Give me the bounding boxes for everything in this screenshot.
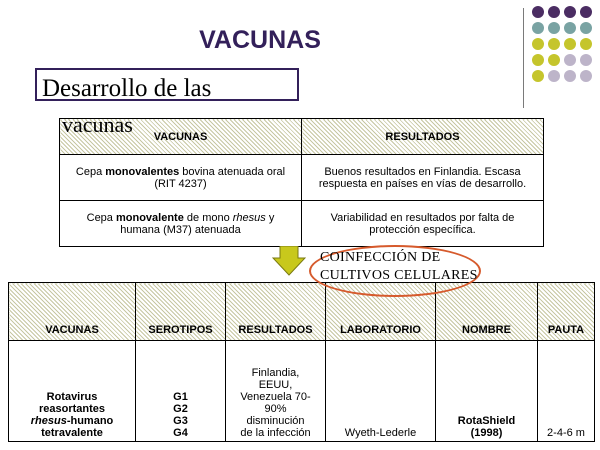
t1-cell-resultado: Variabilidad en resultados por falta de protección específica.: [302, 201, 544, 247]
t2-cell-vacuna: Rotavirus reasortantes rhesus-humano tetravalente: [9, 341, 136, 442]
t2-cell-serotipos: G1 G2 G3 G4: [136, 341, 226, 442]
dot: [548, 38, 560, 50]
dot: [564, 70, 576, 82]
dot: [532, 6, 544, 18]
t2-header-vacunas: VACUNAS: [9, 283, 136, 341]
dot: [548, 22, 560, 34]
t1-cell-resultado: Buenos resultados en Finlandia. Escasa respuesta en países en vías de desarrollo.: [302, 155, 544, 201]
t2-header-serotipos: SEROTIPOS: [136, 283, 226, 341]
dot: [532, 38, 544, 50]
t2-header-pauta: PAUTA: [538, 283, 595, 341]
t1-cell-vacuna: Cepa monovalentes bovina atenuada oral (RIT 4237): [60, 155, 302, 201]
t2-header-laboratorio: LABORATORIO: [326, 283, 436, 341]
dot: [564, 6, 576, 18]
dot: [532, 22, 544, 34]
t2-header-nombre: NOMBRE: [436, 283, 538, 341]
t1-header-vacunas: VACUNAS: [60, 119, 302, 155]
decorative-dot-grid: [532, 6, 592, 82]
dot: [564, 22, 576, 34]
table-row: [60, 201, 544, 247]
t2-cell-pauta: 2-4-6 m: [538, 341, 595, 442]
dot: [548, 70, 560, 82]
rotavirus-vaccine-table: [8, 282, 595, 442]
t2-header-resultados: RESULTADOS: [226, 283, 326, 341]
vertical-divider: [523, 8, 524, 108]
t1-cell-vacuna: Cepa monovalente de mono rhesus y humana (M37) atenuada: [60, 201, 302, 247]
dot: [564, 38, 576, 50]
dot: [580, 38, 592, 50]
t2-cell-laboratorio: Wyeth-Lederle: [326, 341, 436, 442]
dot: [532, 54, 544, 66]
page-title: VACUNAS: [199, 26, 321, 54]
dot: [532, 70, 544, 82]
dot: [580, 70, 592, 82]
subtitle-line1: Desarrollo de las: [42, 75, 212, 102]
t2-cell-resultados: Finlandia, EEUU, Venezuela 70-90% disminución de la infección: [226, 341, 326, 442]
callout-text: COINFECCIÓN DE CULTIVOS CELULARES: [320, 250, 478, 283]
t2-cell-nombre: RotaShield (1998): [436, 341, 538, 442]
down-arrow-icon: [272, 246, 306, 276]
dot: [580, 54, 592, 66]
dot: [580, 22, 592, 34]
dot: [548, 6, 560, 18]
table-row: [60, 155, 544, 201]
dot: [548, 54, 560, 66]
t1-header-resultados: RESULTADOS: [302, 119, 544, 155]
subtitle-line2: vacunas: [62, 112, 133, 137]
dot: [564, 54, 576, 66]
dot: [580, 6, 592, 18]
table-row: [9, 341, 595, 442]
